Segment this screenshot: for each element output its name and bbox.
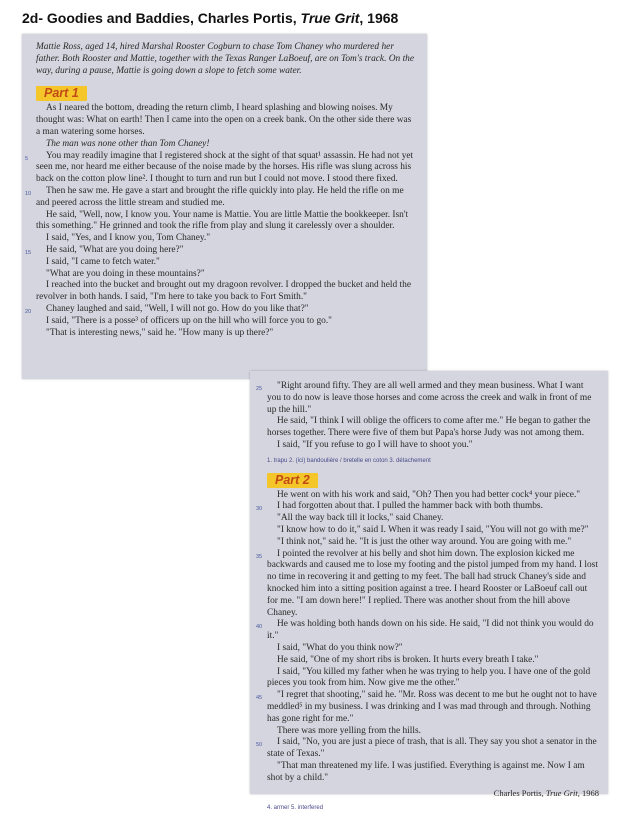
paragraph	[267, 761, 599, 785]
paragraph	[267, 667, 599, 691]
paragraph	[25, 244, 416, 257]
paragraph-text: I had forgotten about that. I pulled the hammer back with both thumbs.	[277, 501, 543, 512]
paragraph	[36, 316, 416, 328]
line-number: 25	[256, 386, 263, 392]
paragraph-text: He said, "One of my short ribs is broken. It hurts every breath I take."	[277, 654, 539, 665]
line-number: 30	[256, 506, 263, 513]
paragraph	[25, 185, 416, 210]
line-number: 20	[25, 308, 32, 315]
part-1-label: Part 1	[36, 86, 87, 101]
line-number: 50	[256, 742, 263, 749]
paragraph-text: "I know how to do it," said I. When it was ready I said, "You will not go with me?"	[277, 524, 589, 535]
title-year: , 1968	[359, 10, 399, 26]
paragraph-text: I said, "No, you are just a piece of trash, that is all. They say you shot a senator in the state of Texas."	[267, 737, 597, 760]
paragraph-text: I said, "Yes, and I know you, Tom Chaney."	[46, 233, 211, 244]
paragraph-text: "Right around fifty. They are all well armed and they mean business. What I want you to do now is leave those horses and come across the creek and walk in front of me up the hill."	[267, 381, 592, 415]
paragraph-text: "All the way back till it locks," said Chaney.	[277, 513, 444, 524]
paragraph-text: There was more yelling from the hills.	[277, 725, 421, 736]
paragraph-text: I said, "What do you think now?"	[277, 642, 403, 653]
paragraph-text: "That man threatened my life. I was justified. Everything is against me. Now I am shot by a child."	[267, 760, 585, 783]
line-number: 45	[256, 695, 263, 702]
paragraph-text: Then he saw me. He gave a start and brought the rifle quickly into play. He held the rifle on me and peered across the little stream and studied me.	[36, 185, 404, 208]
page-1-content	[25, 42, 416, 339]
paragraph	[256, 381, 599, 416]
paragraph	[25, 303, 416, 316]
paragraph-text: "I think not," said he. "It is just the other way around. You are going with me."	[277, 536, 572, 547]
paragraph	[267, 537, 599, 549]
footnotes-part-2: 4. armer 5. interfered	[267, 805, 324, 812]
line-number: 35	[256, 553, 263, 560]
paragraph	[267, 490, 599, 502]
paragraph	[36, 233, 416, 245]
paragraph-text: "I regret that shooting," said he. "Mr. Ross was decent to me but he ought not to have meddled⁵ in my business. I was drinking and I was mad through and through. Nothing has gone right for me."	[267, 690, 597, 724]
paragraph-text: As I neared the bottom, dreading the return climb, I heard splashing and blowing noises. My thought was: What on earth! Then I came into the open on a creek bank. On the other side there was a man watering some horses.	[36, 103, 412, 137]
paragraph	[267, 525, 599, 537]
byline	[267, 788, 599, 800]
paragraph-text: Chaney laughed and said, "Well, I will not go. How do you like that?"	[46, 303, 309, 314]
paragraph	[267, 416, 599, 440]
paragraph	[256, 619, 599, 643]
textbook-page-2	[250, 371, 608, 812]
paragraph	[267, 726, 599, 738]
title-prefix: 2d- Goodies and Baddies, Charles Portis,	[22, 10, 301, 26]
paragraph-text: He was holding both hands down on his side. He said, "I did not think you would do it."	[267, 619, 594, 642]
paragraph	[36, 269, 416, 281]
paragraph	[267, 643, 599, 655]
paragraph	[36, 257, 416, 269]
paragraph	[36, 280, 416, 304]
paragraph	[36, 103, 416, 138]
part-1-paragraphs	[25, 103, 416, 339]
page-title	[22, 10, 398, 26]
paragraph-text: I said, "If you refuse to go I will have to shoot you."	[277, 439, 473, 450]
paragraph-text: "That is interesting news," said he. "How many is up there?"	[46, 327, 274, 338]
paragraph-text: I said, "I came to fetch water."	[46, 256, 160, 267]
textbook-page-1	[22, 34, 427, 379]
paragraph-text: He said, "I think I will oblige the officers to come after me." He began to gather the horses together. There were five of them but Papa's horse Judy was not among them.	[267, 416, 591, 439]
line-number: 10	[25, 190, 32, 197]
footnotes-part-1: 1. trapu 2. (ici) bandoulière / bretelle en coton 3. détachement	[267, 457, 431, 464]
part-2-paragraphs	[256, 489, 599, 785]
paragraph	[36, 328, 416, 340]
paragraph	[267, 440, 599, 452]
paragraph	[267, 513, 599, 525]
part-1-continued-paragraphs	[256, 381, 599, 452]
byline-year: , 1968	[577, 787, 599, 798]
byline-book: True Grit	[545, 787, 578, 798]
intro-text: Mattie Ross, aged 14, hired Marshal Rooster Cogburn to chase Tom Chaney who murdered her father. Both Rooster and Mattie, together with the Texas Ranger LaBoeuf, are on Tom's track. On the way, during a pause, Mattie is going down a slope to fetch some water.	[36, 42, 415, 76]
paragraph-text: He said, "Well, now, I know you. Your name is Mattie. You are little Mattie the bookkeeper. Isn't this something." He grinned and took the rifle from play and slung it carelessly over a shoulder.	[36, 209, 409, 232]
paragraph	[25, 150, 416, 186]
page-2-content	[256, 381, 599, 817]
part-2-label: Part 2	[267, 473, 318, 488]
paragraph-text: The man was none other than Tom Chaney!	[46, 138, 210, 149]
line-number: 5	[25, 155, 29, 162]
line-number: 40	[256, 624, 263, 631]
paragraph	[256, 501, 599, 513]
paragraph-text: I pointed the revolver at his belly and shot him down. The explosion kicked me backwards and caused me to lose my footing and the pistol jumped from my hand. I lost no time in recovering it and getting to my feet. The ball had struck Chaney's side and knocked him into a sitting position against a tree. I heard Rooster or LaBoeuf call out for me. "I am down here!" I replied. There was another shout from the hill above Chaney.	[267, 548, 598, 618]
paragraph-text: "What are you doing in these mountains?"	[46, 268, 205, 279]
paragraph	[256, 690, 599, 725]
paragraph-text: He went on with his work and said, "Oh? Then you had better cock⁴ your piece."	[277, 489, 581, 500]
line-number: 15	[25, 249, 32, 256]
byline-author: Charles Portis,	[493, 787, 546, 798]
paragraph	[36, 210, 416, 234]
paragraph	[256, 737, 599, 761]
paragraph-text: He said, "What are you doing here?"	[46, 244, 184, 255]
paragraph	[256, 548, 599, 620]
paragraph-text: I reached into the bucket and brought out my dragoon revolver. I dropped the bucket and held the revolver in both hands. I said, "I'm here to take you back to Fort Smith."	[36, 280, 411, 303]
title-book: True Grit	[300, 10, 360, 26]
paragraph	[267, 655, 599, 667]
paragraph	[36, 139, 416, 151]
paragraph-text: I said, "You killed my father when he was trying to help you. I have one of the gold pieces you took from him. Now give me the other."	[267, 666, 591, 689]
paragraph-text: I said, "There is a posse³ of officers up on the hill who will force you to go."	[46, 315, 333, 326]
paragraph-text: You may readily imagine that I registered shock at the sight of that squat¹ assassin. He had not yet seen me, nor heard me either because of the noise made by the horses. His rifle was slung across his back on the cotton plow line². I thought to turn and run but I could not move. I stood there fixed.	[36, 150, 414, 185]
